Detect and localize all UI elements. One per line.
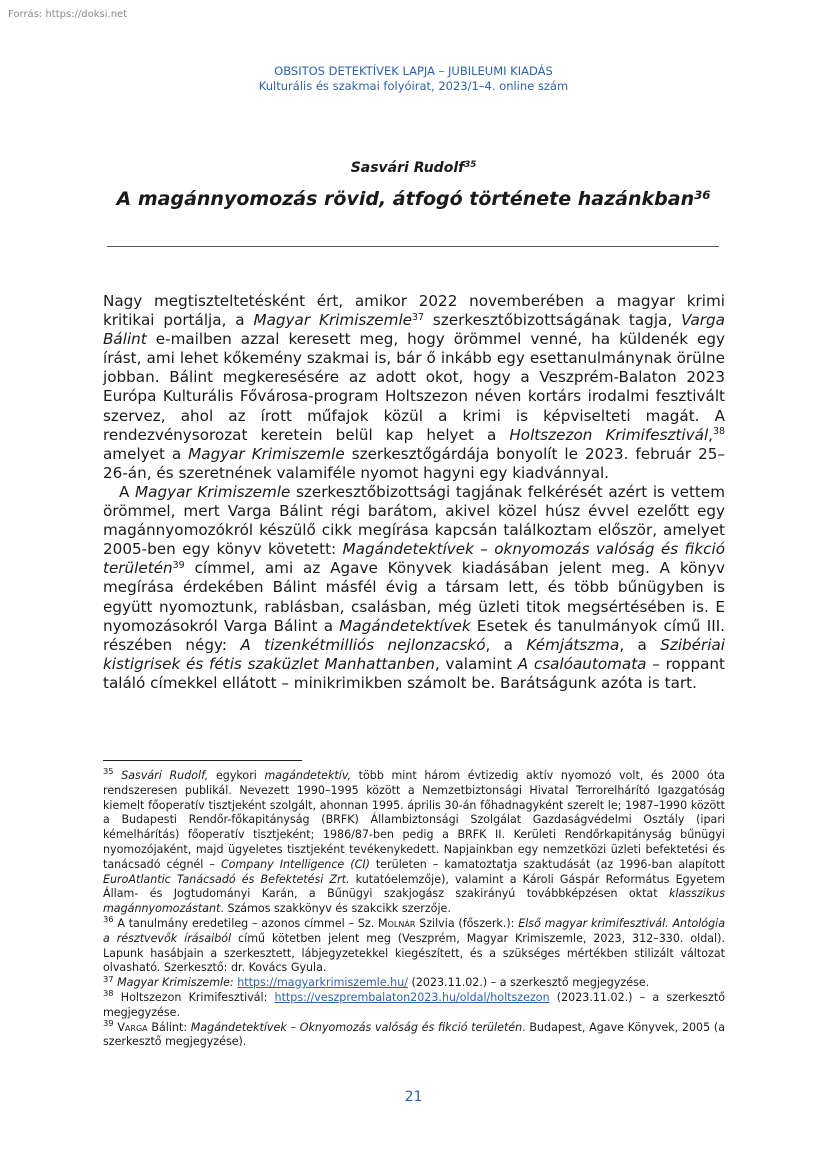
footnote-36: [103, 914, 725, 976]
text-run: Nagy megtiszteltetésként ért, amikor 2022 novemberében a magyar krimi kritikai portálja, a: [103, 292, 725, 330]
magyarkrimiszemle-link[interactable]: https://magyarkrimiszemle.hu/: [237, 976, 408, 990]
footnote-ref-35[interactable]: 35: [464, 160, 477, 171]
text-run: amelyet a: [103, 444, 189, 463]
text-run: ,: [708, 425, 713, 444]
footnote-number: 38: [103, 988, 114, 999]
italic-run: Magyar Krimiszemle:: [117, 976, 234, 990]
footnote-number: 35: [103, 766, 114, 777]
text-run: szerkesztőbizottságának tagja,: [424, 311, 682, 330]
footnote-number: 37: [103, 973, 114, 984]
text-run: (2023.11.02.) – a szerkesztő megjegyzése.: [407, 976, 650, 990]
paragraph-2: [103, 483, 725, 693]
text-run: Esetek és tanulmányok című III. részében négy:: [103, 616, 726, 654]
text-run: szerkesztőbizottsági tagjának felkérését azért is vettem örömmel, mert Varga Bálint régi barátom, akivel közel húsz évvel ezelőtt egy magánnyomozókról készülő cikk megírása kapcsán találkoztam először, amelyet 2005-ben egy könyv követett:: [103, 482, 725, 559]
text-run: szerkesztőgárdája bonyolít le 2023. február 25–26-án, és szeretnének valamiféle nyomot hagyni egy kiadvánnyal.: [103, 444, 725, 482]
article-title-text: A magánnyomozás rövid, átfogó története hazánkban: [116, 188, 695, 210]
text-run: címmel, ami az Agave Könyvek kiadásában jelent meg. A könyv megírása érdekében Bálint másfél évig a társam lett, és több bűnügyben is együtt nyomoztunk, rablásban, csalásban, még üzleti titok megsértésében is. E nyomozásokról Varga Bálint a: [103, 559, 725, 635]
text-run: A tanulmány eredetileg – azonos címmel – Sz.: [113, 916, 379, 930]
italic-run: Sasvári Rudolf,: [121, 769, 209, 782]
italic-run: A tizenkétmilliós nejlonzacskó: [240, 635, 486, 654]
footnotes: [103, 766, 726, 1050]
article-body: [103, 292, 725, 693]
footnote-ref-36[interactable]: 36: [694, 187, 711, 202]
text-run: egykori: [208, 769, 265, 782]
italic-run: Első magyar krimifesztivál. Antológia a résztvevők írásaiból: [103, 916, 725, 945]
italic-run: EuroAtlantic Tanácsadó és Befektetési Zrt.: [103, 872, 350, 886]
text-run: (2023.11.02.) – a szerkesztő megjegyzése.: [103, 990, 725, 1019]
footnote-ref-38[interactable]: 38: [713, 426, 725, 438]
text-run: , a: [485, 635, 527, 654]
text-run: című kötetben jelent meg (Veszprém, Magyar Krimiszemle, 2023, 312–330. oldal). Lapunk hasábjain a szerkesztett, lábjegyzetekkel kiegészített, és a szükséges mértékben stilizált változat olvasható. Szerkesztő: dr. Kovács Gyula.: [103, 931, 725, 975]
journal-header-subtitle: Kulturális és szakmai folyóirat, 2023/1–4. online szám: [258, 79, 569, 93]
footnote-ref-37[interactable]: 37: [412, 311, 424, 323]
footnote-number: 39: [103, 1017, 114, 1028]
italic-run: Szibériai kistigrisek és fétis szaküzlet Manhattanben: [103, 635, 726, 673]
italic-run: Magándetektívek – oknyomozás valóság és fikció területén: [103, 540, 726, 578]
footnote-37: [103, 973, 725, 991]
footnote-38: [103, 988, 725, 1021]
author-name-text: Sasvári Rudolf: [350, 160, 465, 176]
text-run: Szilvia (főszerk.):: [415, 916, 519, 930]
text-run: több mint három évtizedig aktív nyomozó volt, és 2000 óta rendszeresen publikál. Nevezett 1990–1995 között a Nemzetbiztonsági Hivatal Terrorelhárító Igazgatóság kiemelt főoperatív tisztjeként szolgált, ahonnan 1995. április 30-án főhadnagyként szerelt le; 1987–1990 között a Budapesti Rendőr-főkapitányság (BRFK) Állambiztonsági Szolgálat Gazdaságvédelmi Osztály (ipari kémelhárítás) főoperatív tisztjeként; 1986/87-ben pedig a BRFK II. Kerületi Rendőrkapitányság bűnügyi nyomozójaként, majd ügyeletes tisztjeként tevékenykedett. Napjainkban egy nemzetközi üzleti befektetési és tanácsadó cégnél –: [103, 769, 725, 871]
footnote-number: 36: [103, 914, 114, 925]
text-run: . Számos szakkönyv és szakcikk szerzője.: [220, 902, 451, 916]
italic-run: Varga Bálint: [103, 311, 725, 349]
italic-run: Magyar Krimiszemle: [188, 444, 345, 463]
italic-run: Magándetektívek: [339, 616, 471, 635]
text-run: Bálint:: [147, 1020, 191, 1034]
footnote-divider: [103, 760, 302, 761]
text-run: Holtszezon Krimifesztivál:: [113, 990, 275, 1004]
italic-run: Magyar Krimiszemle: [253, 311, 413, 330]
italic-run: Magándetektívek – Oknyomozás valóság és fikció területén: [190, 1020, 523, 1034]
journal-header: [0, 64, 827, 94]
footnote-ref-39[interactable]: 39: [172, 560, 185, 572]
journal-header-title: OBSITOS DETEKTÍVEK LAPJA – JUBILEUMI KIADÁS: [274, 64, 553, 78]
source-label: Forrás: https://doksi.net: [8, 9, 128, 20]
italic-run: Holtszezon Krimifesztivál: [509, 425, 709, 444]
title-divider: [107, 246, 719, 247]
small-caps-run: Varga: [117, 1020, 148, 1034]
small-caps-run: Molnár: [378, 916, 416, 930]
page-number: 21: [404, 1089, 423, 1105]
text-run: kutatóelemzője), valamint a Károli Gáspár Református Egyetem Állam- és Jogtudományi Karán, a Bűnügyi szakjogász szakirányú továbbképzésen oktat: [103, 872, 726, 901]
italic-run: Company Intelligence (CI): [220, 857, 370, 871]
text-run: A: [119, 482, 136, 501]
author-name: [0, 160, 827, 176]
italic-run: Kémjátszma: [526, 635, 620, 654]
text-run: . Budapest, Agave Könyvek, 2005 (a szerkesztő megjegyzése).: [103, 1020, 725, 1049]
italic-run: magándetektív,: [264, 769, 352, 782]
text-run: területen – kamatoztatja szaktudását (az 1996-ban alapított: [369, 857, 725, 871]
italic-run: klasszikus magánnyomozástant: [103, 887, 725, 916]
footnote-35: [103, 766, 726, 917]
holtszezon-link[interactable]: https://veszprembalaton2023.hu/oldal/holtszezon: [274, 990, 550, 1004]
article-title: [0, 188, 827, 210]
text-run: , valamint: [434, 654, 518, 673]
italic-run: Magyar Krimiszemle: [135, 482, 291, 501]
paragraph-1: [103, 292, 725, 483]
text-run: e-mailben azzal keresett meg, hogy örömmel venné, ha küldenék egy írást, ami lehet kőkemény szakmai is, bár ő inkább egy esettanulmánynak örülne jobban. Bálint megkeresésére az adott okot, hogy a Veszprém-Balaton 2023 Európa Kulturális Fővárosa-program Holtszezon néven kortárs irodalmi fesztivált szervez, ahol az írott műfajok közül a krimi is képviselteti magát. A rendezvénysorozat keretein belül kap helyet a: [103, 330, 725, 444]
italic-run: A csalóautomata: [517, 654, 647, 673]
text-run: – roppant találó címekkel ellátott – minikrimikben számolt be. Barátságunk azóta is tart.: [103, 654, 726, 692]
footnote-39: [103, 1017, 725, 1051]
text-run: , a: [619, 635, 661, 654]
